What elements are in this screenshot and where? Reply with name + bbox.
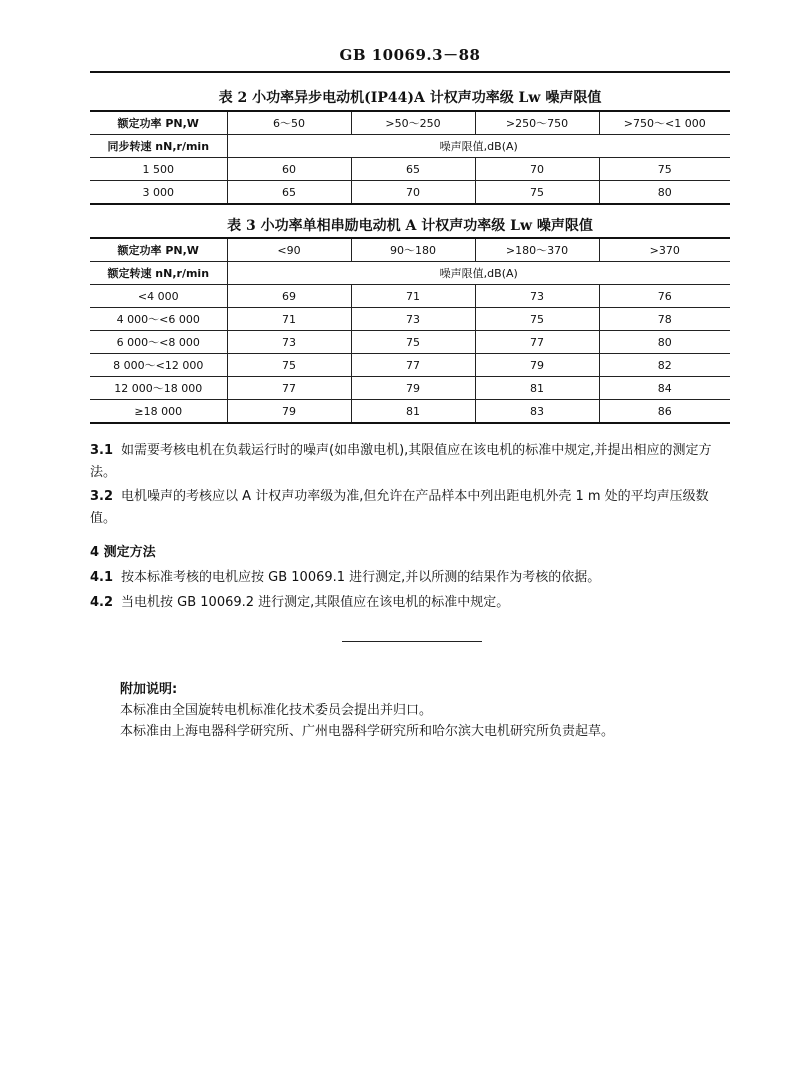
- table-cell: ≥18 000: [90, 400, 227, 424]
- notes-title: 附加说明:: [120, 682, 178, 697]
- clause-number: 3.1: [90, 443, 114, 458]
- table3-header-cell: 额定功率 PN,W: [90, 238, 227, 262]
- notes-line-2: 本标准由上海电器科学研究所、广州电器科学研究所和哈尔滨大电机研究所负责起草。: [120, 724, 615, 739]
- table-cell: 8 000～<12 000: [90, 354, 227, 377]
- table-cell: 79: [351, 377, 475, 400]
- table2-header-row: [90, 111, 730, 135]
- end-rule: [342, 641, 482, 642]
- table-cell: 70: [475, 158, 599, 181]
- table-cell: 65: [351, 158, 475, 181]
- table-cell: 77: [227, 377, 351, 400]
- clause-number: 4.1: [90, 570, 114, 585]
- table3-header-cell: >370: [599, 238, 730, 262]
- table-cell: <4 000: [90, 285, 227, 308]
- table-cell: 82: [599, 354, 730, 377]
- table-cell: 81: [475, 377, 599, 400]
- clause-3-1: [90, 440, 730, 484]
- table-cell: 77: [351, 354, 475, 377]
- clause-text: 按本标准考核的电机应按 GB 10069.1 进行测定,并以所测的结果作为考核的依据。: [121, 570, 601, 585]
- table-cell: 78: [599, 308, 730, 331]
- table-cell: 71: [227, 308, 351, 331]
- clause-3-2: [90, 486, 730, 530]
- table2-header-cell: >750～<1 000: [599, 111, 730, 135]
- table-cell: 79: [475, 354, 599, 377]
- table-cell: 3 000: [90, 181, 227, 205]
- table-row: [90, 377, 730, 400]
- table3: [90, 237, 730, 424]
- table-cell: 75: [475, 181, 599, 205]
- table-row: [90, 354, 730, 377]
- table3-header-cell: <90: [227, 238, 351, 262]
- table2-header-cell: 额定功率 PN,W: [90, 111, 227, 135]
- table-cell: 6 000～<8 000: [90, 331, 227, 354]
- table2-header-cell: >50～250: [351, 111, 475, 135]
- table-cell: 75: [351, 331, 475, 354]
- table-cell: 65: [227, 181, 351, 205]
- notes-line-1: 本标准由全国旋转电机标准化技术委员会提出并归口。: [120, 703, 433, 718]
- clause-4-2: [90, 592, 730, 614]
- table-row: [90, 308, 730, 331]
- table2-header-cell: >250～750: [475, 111, 599, 135]
- table3-caption: 表 3 小功率单相串励电动机 A 计权声功率级 Lw 噪声限值: [227, 218, 593, 234]
- table3-header-row: [90, 238, 730, 262]
- clause-number: 3.2: [90, 489, 114, 504]
- table-cell: 75: [599, 158, 730, 181]
- table-cell: 84: [599, 377, 730, 400]
- table-cell: 75: [227, 354, 351, 377]
- table-cell: 12 000～18 000: [90, 377, 227, 400]
- clause-4-1: [90, 567, 730, 589]
- section-4-title: 4 测定方法: [90, 545, 156, 560]
- table-row: [90, 158, 730, 181]
- table-cell: 75: [475, 308, 599, 331]
- table3-header-cell: 90～180: [351, 238, 475, 262]
- table3-header-cell: >180～370: [475, 238, 599, 262]
- table-cell: 76: [599, 285, 730, 308]
- table-cell: 60: [227, 158, 351, 181]
- standard-number-header: GB 10069.3－88: [339, 46, 481, 64]
- table-cell: 83: [475, 400, 599, 424]
- table-row: [90, 285, 730, 308]
- table3-limit-label: 噪声限值,dB(A): [227, 262, 730, 285]
- clause-text: 如需要考核电机在负载运行时的噪声(如串激电机),其限值应在该电机的标准中规定,并提出相应的测定方法。: [90, 443, 712, 480]
- table2-header-cell: 6～50: [227, 111, 351, 135]
- table-cell: 73: [351, 308, 475, 331]
- table2-limit-label: 噪声限值,dB(A): [227, 135, 730, 158]
- clause-number: 4.2: [90, 595, 114, 610]
- table-cell: 81: [351, 400, 475, 424]
- table-cell: 80: [599, 331, 730, 354]
- table2-speed-label: 同步转速 nN,r/min: [90, 135, 227, 158]
- table3-subheader-row: [90, 262, 730, 285]
- table2: [90, 110, 730, 205]
- table2-caption: 表 2 小功率异步电动机(IP44)A 计权声功率级 Lw 噪声限值: [218, 90, 602, 106]
- table-cell: 86: [599, 400, 730, 424]
- table-cell: 73: [227, 331, 351, 354]
- table-row: [90, 331, 730, 354]
- table-row: [90, 400, 730, 424]
- header-rule: [90, 71, 730, 73]
- table-cell: 70: [351, 181, 475, 205]
- table3-speed-label: 额定转速 nN,r/min: [90, 262, 227, 285]
- table-row: [90, 181, 730, 205]
- table-cell: 79: [227, 400, 351, 424]
- table-cell: 77: [475, 331, 599, 354]
- table-cell: 73: [475, 285, 599, 308]
- table-cell: 80: [599, 181, 730, 205]
- table-cell: 69: [227, 285, 351, 308]
- clause-text: 当电机按 GB 10069.2 进行测定,其限值应在该电机的标准中规定。: [121, 595, 510, 610]
- table-cell: 4 000～<6 000: [90, 308, 227, 331]
- table-cell: 71: [351, 285, 475, 308]
- table-cell: 1 500: [90, 158, 227, 181]
- table2-subheader-row: [90, 135, 730, 158]
- clause-text: 电机噪声的考核应以 A 计权声功率级为准,但允许在产品样本中列出距电机外壳 1 m 处的平均声压级数值。: [90, 489, 709, 526]
